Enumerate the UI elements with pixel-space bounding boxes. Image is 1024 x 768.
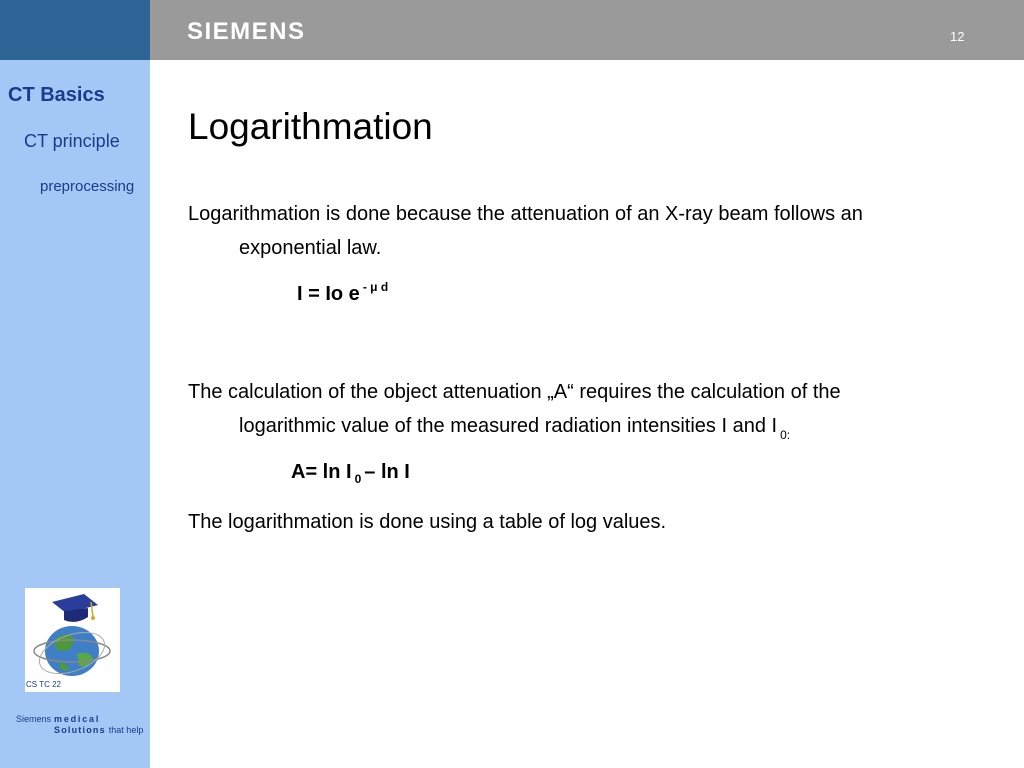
brand-line-1 — [16, 714, 100, 724]
page-number: 12 — [950, 29, 965, 44]
paragraph-log-table: The logarithmation is done using a table of log values. — [188, 511, 667, 533]
graduation-cap-globe-icon — [25, 588, 120, 692]
sidebar-item-preprocessing[interactable]: preprocessing — [40, 178, 135, 195]
subscript-zero: 0: — [780, 428, 791, 442]
brand-solutions: Solutions — [54, 725, 106, 735]
paragraph-attenuation-calc — [188, 375, 988, 445]
paragraph-exponential-law — [188, 197, 988, 265]
sidebar-item-ct-basics[interactable]: CT Basics — [8, 84, 105, 106]
formula-attenuation-law — [297, 280, 389, 306]
brand-line-2 — [54, 725, 143, 735]
header-left-block — [0, 0, 150, 60]
page-title: Logarithmation — [188, 106, 433, 147]
formula-exponent: - μ d — [362, 280, 389, 294]
sidebar-item-ct-principle[interactable]: CT principle — [24, 131, 120, 151]
paragraph-line: exponential law. — [239, 237, 382, 259]
paragraph-line: The calculation of the object attenuation „A“ requires the calculation of the — [188, 381, 841, 403]
brand-medical: medical — [54, 714, 101, 724]
formula-part1: A= ln I — [291, 461, 352, 483]
brand-company: Siemens — [16, 714, 52, 724]
formula-part2: – ln I — [364, 461, 410, 483]
formula-subscript: 0 — [354, 472, 362, 486]
paragraph-line: Logarithmation is done because the attenuation of an X-ray beam follows an — [188, 203, 863, 225]
paragraph-line-text: logarithmic value of the measured radiation intensities I and I — [239, 415, 778, 437]
formula-attenuation-value — [291, 461, 410, 484]
siemens-logo: SIEMENS — [187, 18, 306, 45]
course-code: CS TC 22 — [26, 680, 61, 689]
paragraph-line — [188, 409, 988, 445]
brand-tagline: that help — [108, 725, 144, 735]
formula-base: I = Io e — [297, 283, 360, 305]
